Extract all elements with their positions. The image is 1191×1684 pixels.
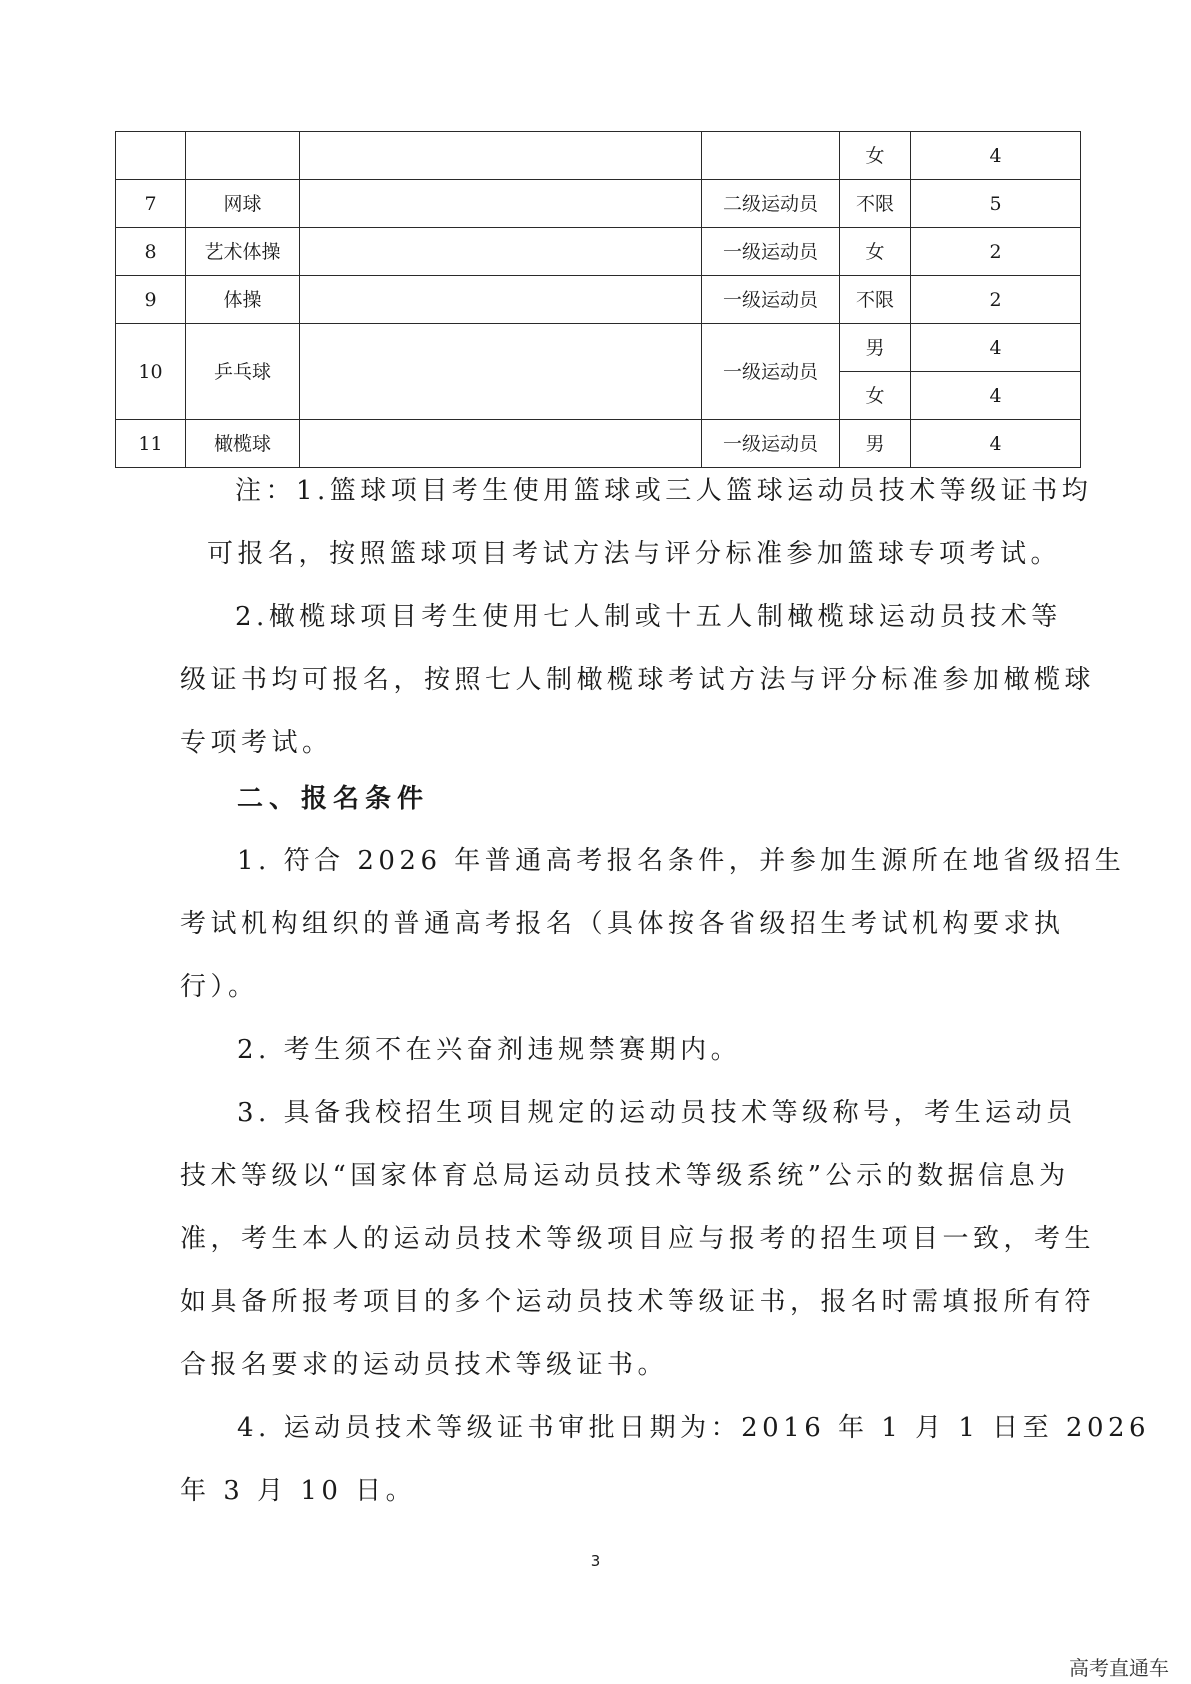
clause-3-line-4: 如具备所报考项目的多个运动员技术等级证书，报名时需填报所有符 xyxy=(180,1287,1096,1317)
table-row xyxy=(116,420,1081,468)
clause-3-line-1: 3. 具备我校招生项目规定的运动员技术等级称号，考生运动员 xyxy=(237,1098,1077,1128)
cell-gender: 不限 xyxy=(840,276,911,324)
cell-extra xyxy=(300,276,702,324)
note-2-line-3: 专项考试。 xyxy=(180,728,333,758)
clause-3-line-3: 准，考生本人的运动员技术等级项目应与报考的招生项目一致，考生 xyxy=(180,1224,1096,1254)
cell-count: 4 xyxy=(911,372,1081,420)
clause-4-line-1: 4. 运动员技术等级证书审批日期为：2016 年 1 月 1 日至 2026 xyxy=(237,1413,1151,1443)
table-row xyxy=(116,276,1081,324)
watermark-text: 高考直通车 xyxy=(1069,1656,1169,1680)
table-row xyxy=(116,228,1081,276)
cell-level: 一级运动员 xyxy=(702,276,840,324)
cell-count: 2 xyxy=(911,276,1081,324)
note-1-line-2: 可报名，按照篮球项目考试方法与评分标准参加篮球专项考试。 xyxy=(207,539,1062,569)
cell-no: 7 xyxy=(116,180,186,228)
cell-no: 9 xyxy=(116,276,186,324)
table-row xyxy=(116,180,1081,228)
cell-extra xyxy=(300,324,702,420)
clause-3-line-5: 合报名要求的运动员技术等级证书。 xyxy=(180,1350,669,1380)
cell-gender: 女 xyxy=(840,228,911,276)
sports-quota-table xyxy=(115,131,1081,468)
note-2-line-2: 级证书均可报名，按照七人制橄榄球考试方法与评分标准参加橄榄球 xyxy=(180,665,1096,695)
cell-project: 乒乓球 xyxy=(186,324,300,420)
cell-extra xyxy=(300,420,702,468)
clause-1-line-2: 考试机构组织的普通高考报名（具体按各省级招生考试机构要求执 xyxy=(180,909,1065,939)
cell-level: 一级运动员 xyxy=(702,324,840,420)
cell-extra xyxy=(300,228,702,276)
cell-project: 艺术体操 xyxy=(186,228,300,276)
cell-extra xyxy=(300,180,702,228)
cell-project: 网球 xyxy=(186,180,300,228)
table-row xyxy=(116,324,1081,372)
cell-extra xyxy=(300,132,702,180)
note-2-line-1: 2.橄榄球项目考生使用七人制或十五人制橄榄球运动员技术等 xyxy=(235,602,1062,632)
table-row xyxy=(116,132,1081,180)
note-1-line-1: 注：1.篮球项目考生使用篮球或三人篮球运动员技术等级证书均 xyxy=(235,476,1093,506)
clause-1-line-3: 行）。 xyxy=(180,972,259,1002)
cell-project xyxy=(186,132,300,180)
section-heading: 二、报名条件 xyxy=(237,784,430,814)
clause-2-line-1: 2. 考生须不在兴奋剂违规禁赛期内。 xyxy=(237,1035,742,1065)
cell-project: 体操 xyxy=(186,276,300,324)
cell-count: 2 xyxy=(911,228,1081,276)
cell-gender: 女 xyxy=(840,132,911,180)
cell-count: 4 xyxy=(911,420,1081,468)
cell-gender: 男 xyxy=(840,420,911,468)
cell-level: 一级运动员 xyxy=(702,228,840,276)
cell-level: 二级运动员 xyxy=(702,180,840,228)
cell-gender: 不限 xyxy=(840,180,911,228)
cell-count: 4 xyxy=(911,132,1081,180)
cell-no: 11 xyxy=(116,420,186,468)
cell-gender: 男 xyxy=(840,324,911,372)
page-number: 3 xyxy=(590,1552,601,1570)
cell-no xyxy=(116,132,186,180)
cell-count: 4 xyxy=(911,324,1081,372)
cell-no: 10 xyxy=(116,324,186,420)
clause-1-line-1: 1. 符合 2026 年普通高考报名条件，并参加生源所在地省级招生 xyxy=(237,846,1126,876)
cell-count: 5 xyxy=(911,180,1081,228)
cell-no: 8 xyxy=(116,228,186,276)
clause-3-line-2: 技术等级以“国家体育总局运动员技术等级系统”公示的数据信息为 xyxy=(180,1161,1070,1191)
clause-4-line-2: 年 3 月 10 日。 xyxy=(180,1476,417,1506)
cell-level xyxy=(702,132,840,180)
cell-level: 一级运动员 xyxy=(702,420,840,468)
cell-project: 橄榄球 xyxy=(186,420,300,468)
cell-gender: 女 xyxy=(840,372,911,420)
